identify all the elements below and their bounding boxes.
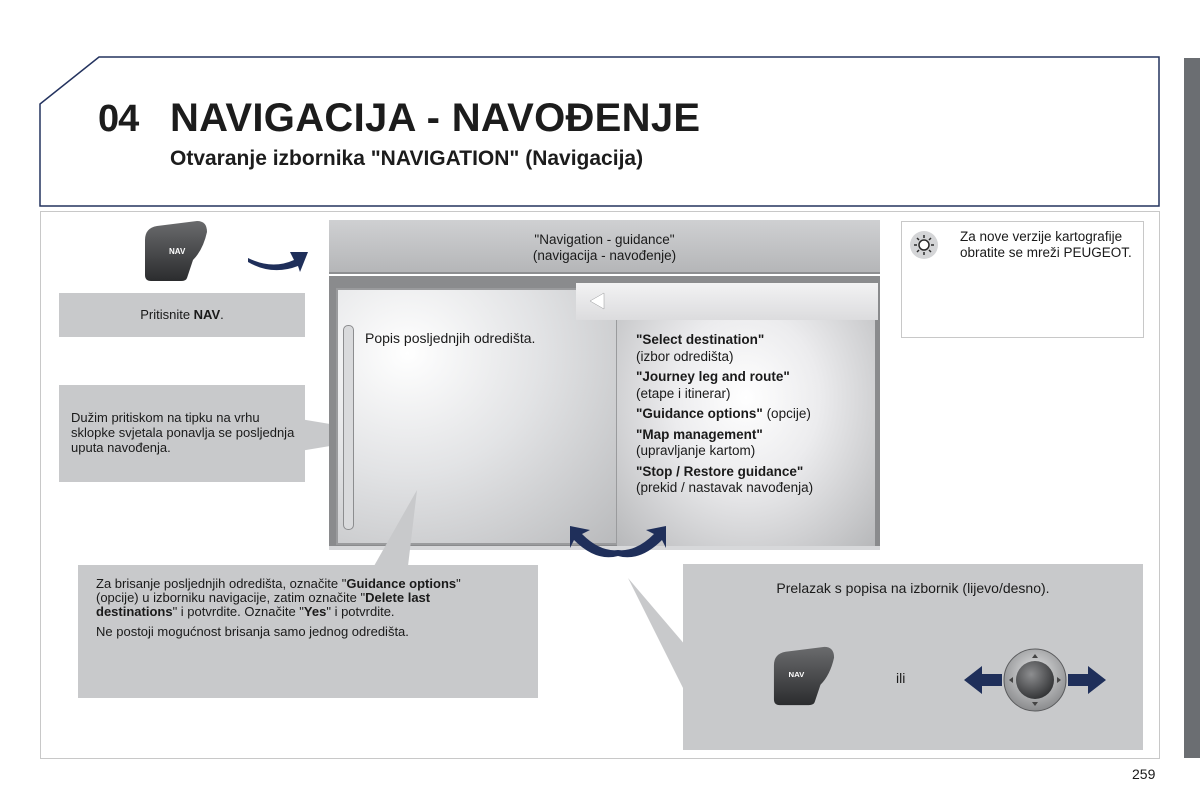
menu-item-stop-restore[interactable]: "Stop / Restore guidance" (prekid / nastavak navođenja) [636, 463, 814, 495]
delete-info-paragraph-2: Ne postoji mogućnost brisanja samo jednog odredišta. [96, 624, 409, 639]
menu-item-journey-leg[interactable]: "Journey leg and route" (etape i itinerar) [636, 369, 790, 401]
chapter-subtitle: Otvaranje izbornika "NAVIGATION" (Navigacija) [170, 147, 644, 170]
switch-info-text: Prelazak s popisa na izbornik (lijevo/desno). [776, 580, 1050, 596]
press-nav-suffix: . [220, 307, 224, 322]
nav-button-image-2 [772, 645, 836, 707]
screen-title [329, 232, 880, 264]
menu-item-guidance-options[interactable]: "Guidance options" (opcije) [636, 406, 811, 421]
destination-list-text: Popis posljednjih odredišta. [365, 330, 536, 346]
delete-info-text [96, 577, 496, 645]
tip-text: Za nove verzije kartografije obratite se mreži PEUGEOT. [960, 229, 1132, 260]
chapter-number: 04 [98, 98, 139, 140]
chapter-title: NAVIGACIJA - NAVOĐENJE [170, 96, 701, 140]
press-nav-prefix: Pritisnite [140, 307, 194, 322]
navigation-menu [636, 332, 876, 501]
nav-button-label: NAV [169, 247, 186, 256]
nav-button-label-2: NAV [788, 669, 805, 679]
delete-pointer [360, 488, 440, 568]
long-press-text: Dužim pritiskom na tipku na vrhu sklopke svjetala ponavlja se posljednja uputa navođenja. [71, 410, 295, 455]
press-nav-bold: NAV [193, 307, 221, 322]
press-nav-box [59, 293, 305, 337]
menu-item-map-management[interactable]: "Map management" (upravljanje kartom) [636, 426, 763, 458]
or-text: ili [896, 670, 906, 686]
list-scrollbar[interactable] [343, 325, 354, 530]
delete-info-paragraph-1: Za brisanje posljednjih odredišta, označite "Guidance options" (opcije) u izborniku navigacije, zatim označite "Delete last destinations" i potvrdite. Označite "Yes" i potvrdite. [96, 576, 461, 619]
nav-button-image [143, 220, 209, 282]
rotary-knob-icon [962, 648, 1108, 712]
back-arrow-icon[interactable] [588, 292, 606, 310]
menu-tab [576, 283, 878, 320]
lightbulb-icon [907, 230, 941, 264]
side-tab [1184, 58, 1200, 758]
screen-title-label: "Navigation - guidance" [534, 232, 675, 247]
menu-item-select-destination[interactable]: "Select destination" (izbor odredišta) [636, 332, 765, 364]
switch-arrows-icon [566, 522, 670, 564]
screen-title-translation: (navigacija - navođenje) [532, 248, 677, 263]
switch-pointer [626, 576, 690, 696]
curved-arrow-icon [246, 240, 310, 276]
page-number: 259 [1132, 766, 1156, 782]
